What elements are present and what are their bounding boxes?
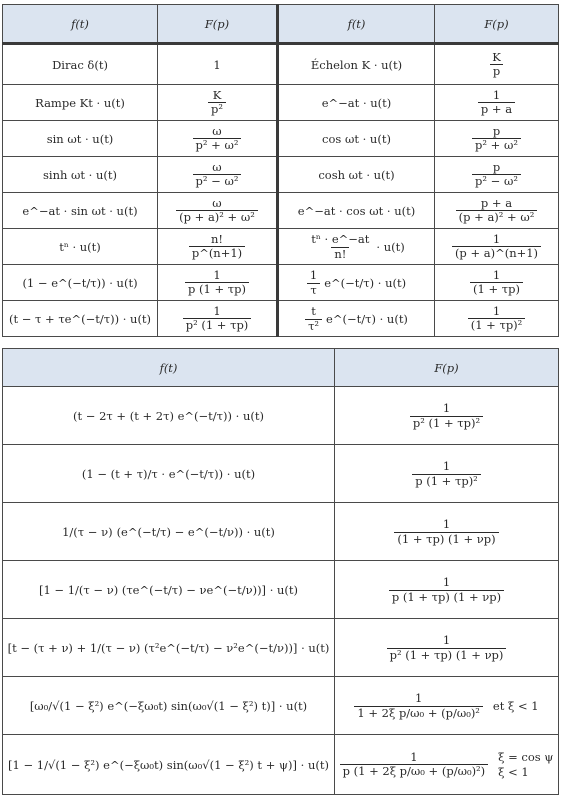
Fp-denominator: p (1 + τp) xyxy=(185,282,249,296)
table-row xyxy=(3,229,559,265)
Fp-numerator: 1 xyxy=(213,303,221,318)
ft-expression: [1 − 1/(τ − ν) (τe^(−t/τ) − νe^(−t/ν))] · u(t) xyxy=(38,582,299,597)
Fp-numerator: 1 xyxy=(442,517,451,532)
Fp-numerator: 1 xyxy=(442,401,451,416)
cell-Fp xyxy=(435,265,559,301)
Fp-numerator: 1 xyxy=(414,691,423,706)
Fp-denominator: (p + a)² + ω² xyxy=(456,210,538,224)
ft-numerator: 1 xyxy=(309,268,318,283)
ft-expression: (t − 2τ + (t + 2τ) e^(−t/τ)) · u(t) xyxy=(73,408,264,423)
Fp-numerator: 1 xyxy=(492,231,501,246)
expression xyxy=(62,525,275,539)
expression xyxy=(340,750,554,779)
cell-ft xyxy=(278,265,435,301)
Fp-denominator: (1 + τp) xyxy=(470,282,523,296)
Fp-numerator: 1 xyxy=(442,459,451,474)
cell-Fp xyxy=(335,387,559,445)
Fp-denominator: p xyxy=(490,64,503,78)
Fp-denominator: 1 + 2ξ p/ω₀ + (p/ω₀)² xyxy=(354,706,483,720)
ft-suffix: e^(−t/τ) · u(t) xyxy=(324,276,407,290)
fraction xyxy=(468,305,526,332)
expression xyxy=(82,467,255,481)
ft-denominator: τ² xyxy=(305,319,322,333)
Fp-denominator: p² − ω² xyxy=(472,174,521,188)
laplace-table-basic xyxy=(2,4,559,337)
fraction xyxy=(478,89,515,116)
cell-ft xyxy=(3,445,335,503)
cell-ft xyxy=(3,619,335,677)
fraction xyxy=(489,51,504,78)
header-Fp: F(p) xyxy=(335,349,559,387)
cell-Fp xyxy=(158,44,278,85)
expression xyxy=(389,576,504,603)
cell-Fp xyxy=(435,229,559,265)
ft-denominator: τ xyxy=(307,283,319,297)
header-ft: f(t) xyxy=(3,349,335,387)
table-row xyxy=(3,561,559,619)
cell-Fp xyxy=(158,301,278,337)
cell-ft xyxy=(3,561,335,619)
fraction xyxy=(305,305,322,332)
cell-ft xyxy=(3,735,335,795)
Fp-denominator: (1 + τp)² xyxy=(468,318,526,332)
fraction xyxy=(183,305,252,332)
cell-ft: Échelon K · u(t) xyxy=(278,44,435,85)
expression xyxy=(387,634,507,661)
Fp-denominator: p² xyxy=(208,102,226,116)
fraction xyxy=(389,576,504,603)
Fp-denominator: p² + ω² xyxy=(193,138,242,152)
Fp-numerator: 1 xyxy=(492,303,501,318)
fraction xyxy=(472,161,521,188)
fraction xyxy=(307,269,320,296)
Fp-numerator: p xyxy=(492,123,501,138)
expression xyxy=(410,402,483,429)
cell-Fp xyxy=(335,503,559,561)
ft-prefactor: 1/(τ − ν) xyxy=(62,524,113,539)
table-row xyxy=(3,121,559,157)
table-row xyxy=(3,85,559,121)
fraction xyxy=(193,161,242,188)
cell-ft xyxy=(3,387,335,445)
expression xyxy=(8,758,329,772)
expression xyxy=(305,305,408,332)
fraction xyxy=(210,59,223,72)
cell-ft: e^−at · cos ωt · u(t) xyxy=(278,193,435,229)
table-row xyxy=(3,503,559,561)
cell-ft xyxy=(3,677,335,735)
cell-Fp xyxy=(335,619,559,677)
cell-ft: e^−at · u(t) xyxy=(278,85,435,121)
fraction xyxy=(470,269,523,296)
cell-Fp xyxy=(158,157,278,193)
table-row xyxy=(3,735,559,795)
Fp-numerator: 1 xyxy=(410,749,418,764)
table-row xyxy=(3,619,559,677)
fraction xyxy=(452,233,541,260)
cell-Fp xyxy=(158,85,278,121)
cell-Fp xyxy=(435,301,559,337)
Fp-denominator: p² (1 + τp)² xyxy=(410,416,483,430)
ft-expression: [t − (τ + ν) + 1/(τ − ν) (τ²e^(−t/τ) − ν²e^(−t/ν))] · u(t) xyxy=(7,640,330,655)
fraction xyxy=(410,402,483,429)
cell-Fp xyxy=(335,561,559,619)
header-Fp: F(p) xyxy=(435,5,559,44)
ft-numerator: t xyxy=(311,304,316,319)
fraction xyxy=(193,125,242,152)
ft-expression: (e^(−t/τ) − e^(−t/ν)) · u(t) xyxy=(116,524,275,539)
ft-denominator: n! xyxy=(331,247,349,261)
Fp-denominator: (1 + τp) (1 + νp) xyxy=(394,532,498,546)
table-row xyxy=(3,157,559,193)
cell-ft xyxy=(3,503,335,561)
cell-ft xyxy=(278,301,435,337)
cell-ft: sin ωt · u(t) xyxy=(3,121,158,157)
header-ft: f(t) xyxy=(3,5,158,44)
table-row xyxy=(3,301,559,337)
fraction xyxy=(354,692,483,719)
cell-ft xyxy=(278,229,435,265)
header-ft: f(t) xyxy=(278,5,435,44)
Fp-numerator: ω xyxy=(212,195,222,210)
Fp-numerator: p xyxy=(492,159,501,174)
Fp-numerator: ω xyxy=(212,123,222,138)
expression xyxy=(394,518,498,545)
Fp-denominator: p² (1 + τp) (1 + νp) xyxy=(387,648,507,662)
fraction xyxy=(387,634,507,661)
Fp-numerator: 1 xyxy=(492,87,501,102)
cell-Fp xyxy=(158,229,278,265)
Fp-numerator: 1 xyxy=(442,575,451,590)
Fp-numerator: 1 xyxy=(492,267,501,282)
cell-Fp xyxy=(335,677,559,735)
Fp-numerator: 1 xyxy=(213,57,221,72)
Fp-denominator: (p + a)² + ω² xyxy=(176,210,258,224)
cell-Fp xyxy=(158,193,278,229)
fraction xyxy=(185,269,249,296)
fraction xyxy=(394,518,498,545)
Fp-denominator: (p + a)^(n+1) xyxy=(452,246,541,260)
cell-Fp xyxy=(158,265,278,301)
Fp-numerator: p + a xyxy=(480,195,513,210)
cell-Fp xyxy=(335,735,559,795)
cell-Fp xyxy=(435,121,559,157)
condition-note: ξ = cos ψ ξ < 1 xyxy=(498,750,554,779)
Fp-numerator: 1 xyxy=(213,267,221,282)
ft-expression: [1 − 1/√(1 − ξ²) e^(−ξω₀t) sin(ω₀√(1 − ξ²) t + ψ)] · u(t) xyxy=(8,757,329,772)
fraction xyxy=(176,197,258,224)
Fp-denominator: p (1 + τp) (1 + νp) xyxy=(389,590,504,604)
Fp-numerator: K xyxy=(212,87,222,102)
Fp-numerator: n! xyxy=(210,231,224,246)
Fp-denominator: p (1 + 2ξ p/ω₀ + (p/ω₀)²) xyxy=(340,764,489,778)
table-row xyxy=(3,387,559,445)
cell-ft: (t − τ + τe^(−t/τ)) · u(t) xyxy=(3,301,158,337)
cell-ft: (1 − e^(−t/τ)) · u(t) xyxy=(3,265,158,301)
table-row xyxy=(3,445,559,503)
table-row xyxy=(3,44,559,85)
fraction xyxy=(472,125,521,152)
Fp-denominator: p + a xyxy=(478,102,515,116)
cell-ft: cosh ωt · u(t) xyxy=(278,157,435,193)
cell-Fp xyxy=(435,85,559,121)
laplace-table-advanced xyxy=(2,348,559,795)
Fp-denominator: p² − ω² xyxy=(193,174,242,188)
fraction xyxy=(456,197,538,224)
fraction xyxy=(208,89,226,116)
cell-ft: Dirac δ(t) xyxy=(3,44,158,85)
cell-ft: tⁿ · u(t) xyxy=(3,229,158,265)
ft-suffix: e^(−t/τ) · u(t) xyxy=(326,312,408,326)
fraction xyxy=(308,233,372,260)
table-row xyxy=(3,265,559,301)
Fp-denominator: p^(n+1) xyxy=(189,246,245,260)
expression xyxy=(39,583,298,597)
fraction xyxy=(340,751,489,778)
expression xyxy=(308,233,404,260)
Fp-numerator: 1 xyxy=(442,633,451,648)
ft-expression: (1 − (t + τ)/τ · e^(−t/τ)) · u(t) xyxy=(81,466,256,481)
fraction xyxy=(412,460,481,487)
Fp-denominator: p² + ω² xyxy=(472,138,521,152)
ft-numerator: tⁿ · e^−at xyxy=(311,232,370,247)
fraction xyxy=(189,233,245,260)
ft-expression: [ω₀/√(1 − ξ²) e^(−ξω₀t) sin(ω₀√(1 − ξ²) t)] · u(t) xyxy=(29,698,308,713)
Fp-numerator: K xyxy=(492,49,501,64)
cell-ft: cos ωt · u(t) xyxy=(278,121,435,157)
condition-note: et ξ < 1 xyxy=(492,698,539,713)
cell-ft: e^−at · sin ωt · u(t) xyxy=(3,193,158,229)
cell-Fp xyxy=(158,121,278,157)
expression xyxy=(30,699,307,713)
Fp-denominator: p² (1 + τp) xyxy=(183,318,252,332)
expression xyxy=(412,460,481,487)
expression xyxy=(307,269,406,296)
cell-Fp xyxy=(435,44,559,85)
expression xyxy=(354,692,538,719)
table-row xyxy=(3,677,559,735)
cell-ft: sinh ωt · u(t) xyxy=(3,157,158,193)
ft-suffix: · u(t) xyxy=(376,240,405,254)
Fp-numerator: ω xyxy=(212,159,222,174)
header-Fp: F(p) xyxy=(158,5,278,44)
cell-Fp xyxy=(335,445,559,503)
cell-Fp xyxy=(435,193,559,229)
expression xyxy=(73,409,264,423)
cell-ft: Rampe Kt · u(t) xyxy=(3,85,158,121)
cell-Fp xyxy=(435,157,559,193)
expression xyxy=(8,641,330,655)
table-row xyxy=(3,193,559,229)
Fp-denominator: p (1 + τp)² xyxy=(412,474,481,488)
